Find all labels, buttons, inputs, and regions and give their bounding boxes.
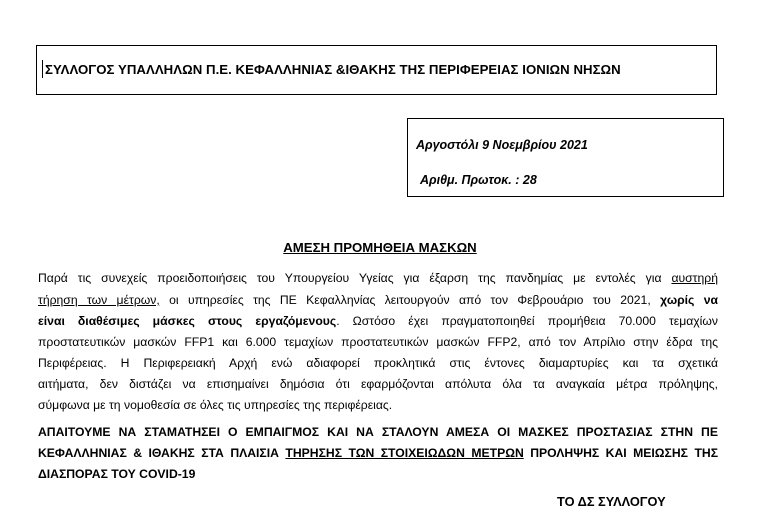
body-line [38, 270, 718, 286]
signature: ΤΟ ΔΣ ΣΥΛΛΟΓΟΥ [557, 494, 666, 509]
body-line: αιτήματα, δεν διστάζει να επισημαίνει δημόσια ότι εφαρμόζονται απόλυτα όλα τα αναγκαία μέτρα πρόληψης, [38, 377, 718, 391]
body-line [38, 292, 718, 308]
underlined-text: τήρηση των μέτρων, [38, 293, 160, 307]
protocol-number: Αριθμ. Πρωτοκ. : 28 [420, 173, 537, 187]
body-line: Περιφέρειας. Η Περιφερειακή Αρχή ενώ αδιαφορεί προκλητικά στις έντονες διαμαρτυρίες και τα σχετικά [38, 356, 718, 370]
association-name: ΣΥΛΛΟΓΟΣ ΥΠΑΛΛΗΛΩΝ Π.Ε. ΚΕΦΑΛΛΗΝΙΑΣ &ΙΘΑΚΗΣ ΤΗΣ ΠΕΡΙΦΕΡΕΙΑΣ ΙΟΝΙΩΝ ΝΗΣΩΝ [45, 62, 621, 77]
demand-line: ΔΙΑΣΠΟΡΑΣ ΤΟΥ COVID-19 [38, 467, 196, 481]
demand-text: ΚΕΦΑΛΛΗΝΙΑΣ & ΙΘΑΚΗΣ ΣΤΑ ΠΛΑΙΣΙΑ [38, 446, 286, 460]
body-line [38, 313, 718, 329]
header-box [36, 45, 717, 95]
body-text: οι υπηρεσίες της ΠΕ Κεφαλληνίας λειτουργούν από τον Φεβρουάριο του 2021, [159, 293, 661, 307]
body-text: . Ωστόσο έχει πραγματοποιηθεί προμήθεια 70.000 τεμαχίων [336, 314, 718, 328]
meta-box [407, 118, 724, 197]
demand-line: ΑΠΑΙΤΟΥΜΕ ΝΑ ΣΤΑΜΑΤΗΣΕΙ Ο ΕΜΠΑΙΓΜΟΣ ΚΑΙ ΝΑ ΣΤΑΛΟΥΝ ΑΜΕΣΑ ΟΙ ΜΑΣΚΕΣ ΠΡΟΣΤΑΣΙΑΣ ΣΤΗΝ ΠΕ [38, 425, 718, 439]
text-cursor [42, 60, 43, 78]
underlined-text: αυστηρή [671, 271, 718, 285]
body-line: προστατευτικών μασκών FFP1 και 6.000 τεμαχίων προστατευτικών μασκών FFP2, από τον Απρίλιο στην έδρα της [38, 335, 718, 349]
document-title: ΑΜΕΣΗ ΠΡΟΜΗΘΕΙΑ ΜΑΣΚΩΝ [283, 240, 477, 255]
bold-text: είναι διαθέσιμες μάσκες στους εργαζόμενους [38, 314, 337, 328]
bold-text: χωρίς να [660, 293, 719, 307]
demand-text: ΠΡΟΛΗΨΗΣ ΚΑΙ ΜΕΙΩΣΗΣ ΤΗΣ [523, 446, 719, 460]
underlined-text: ΤΗΡΗΣΗΣ ΤΩΝ ΣΤΟΙΧΕΙΩΔΩΝ ΜΕΤΡΩΝ [285, 446, 524, 460]
document-date: Αργοστόλι 9 Νοεμβρίου 2021 [416, 138, 588, 152]
body-text: Παρά τις συνεχείς προειδοποιήσεις του Υπουργείου Υγείας για έξαρση της πανδημίας με εντολές για [38, 271, 672, 285]
demand-line [38, 445, 718, 461]
body-line: σύμφωνα με τη νομοθεσία σε όλες τις υπηρεσίες της περιφέρειας. [38, 398, 393, 412]
